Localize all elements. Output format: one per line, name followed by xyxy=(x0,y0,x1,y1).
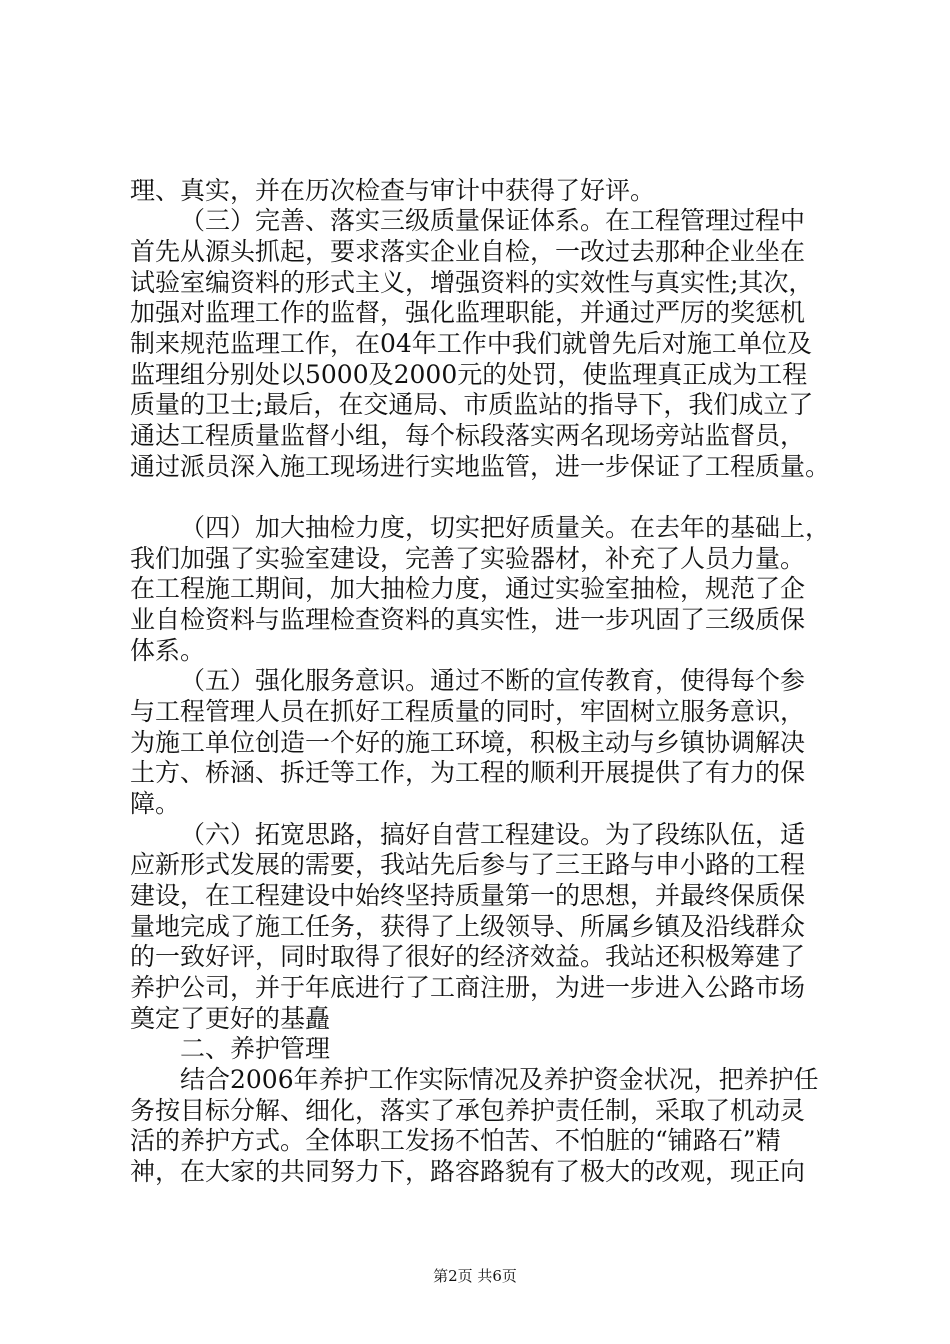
text-line: 通过派员深入施工现场进行实地监管，进一步保证了工程质量。 xyxy=(130,452,831,481)
text-line: 在工程施工期间，加大抽检力度，通过实验室抽检，规范了企 xyxy=(130,574,806,603)
text-line: 通达工程质量监督小组，每个标段落实两名现场旁站监督员， xyxy=(130,421,806,450)
page-footer: 第2页 共6页 xyxy=(433,1267,517,1285)
text-line: 制来规范监理工作，在04年工作中我们就曾先后对施工单位及 xyxy=(130,329,812,358)
text-line: 质量的卫士;最后，在交通局、市质监站的指导下，我们成立了 xyxy=(130,390,814,419)
text-line: 加强对监理工作的监督，强化监理职能，并通过严厉的奖惩机 xyxy=(130,298,806,327)
text-line: （五）强化服务意识。通过不断的宣传教育，使得每个参 xyxy=(180,666,806,695)
text-line: 理、真实，并在历次检查与审计中获得了好评。 xyxy=(130,176,656,205)
text-line: 养护公司，并于年底进行了工商注册，为进一步进入公路市场 xyxy=(130,973,806,1002)
text-line: 量地完成了施工任务，获得了上级领导、所属乡镇及沿线群众 xyxy=(130,912,806,941)
text-line: 障。 xyxy=(130,789,181,818)
text-line: 监理组分别处以5000及2000元的处罚，使监理真正成为工程 xyxy=(130,360,808,389)
section-heading: 二、养护管理 xyxy=(180,1034,331,1063)
text-line: 务按目标分解、细化，落实了承包养护责任制，采取了机动灵 xyxy=(130,1096,806,1125)
text-line: 应新形式发展的需要，我站先后参与了三王路与申小路的工程 xyxy=(130,850,806,879)
text-line: 首先从源头抓起，要求落实企业自检，一改过去那种企业坐在 xyxy=(130,237,806,266)
text-line: 试验室编资料的形式主义，增强资料的实效性与真实性;其次， xyxy=(130,268,814,297)
text-line: 奠定了更好的基矗 xyxy=(130,1004,331,1033)
text-line: 结合2006年养护工作实际情况及养护资金状况，把养护任 xyxy=(180,1065,819,1094)
text-line: 与工程管理人员在抓好工程质量的同时，牢固树立服务意识， xyxy=(130,697,806,726)
text-line: （三）完善、落实三级质量保证体系。在工程管理过程中 xyxy=(180,206,806,235)
text-line: 我们加强了实验室建设，完善了实验器材，补充了人员力量。 xyxy=(130,544,806,573)
text-line: 为施工单位创造一个好的施工环境，积极主动与乡镇协调解决 xyxy=(130,728,806,757)
text-line: （六）拓宽思路，搞好自营工程建设。为了段练队伍，适 xyxy=(180,820,806,849)
text-line: 神，在大家的共同努力下，路容路貌有了极大的改观，现正向 xyxy=(130,1157,806,1186)
text-line: 体系。 xyxy=(130,636,206,665)
text-line: （四）加大抽检力度，切实把好质量关。在去年的基础上， xyxy=(180,513,831,542)
text-line: 建设，在工程建设中始终坚持质量第一的思想，并最终保质保 xyxy=(130,881,806,910)
text-line: 业自检资料与监理检查资料的真实性，进一步巩固了三级质保 xyxy=(130,605,806,634)
text-line: 的一致好评，同时取得了很好的经济效益。我站还积极筹建了 xyxy=(130,942,806,971)
text-line: 土方、桥涵、拆迁等工作，为工程的顺利开展提供了有力的保 xyxy=(130,758,806,787)
text-line: 活的养护方式。全体职工发扬不怕苦、不怕脏的“铺路石”精 xyxy=(130,1126,781,1155)
